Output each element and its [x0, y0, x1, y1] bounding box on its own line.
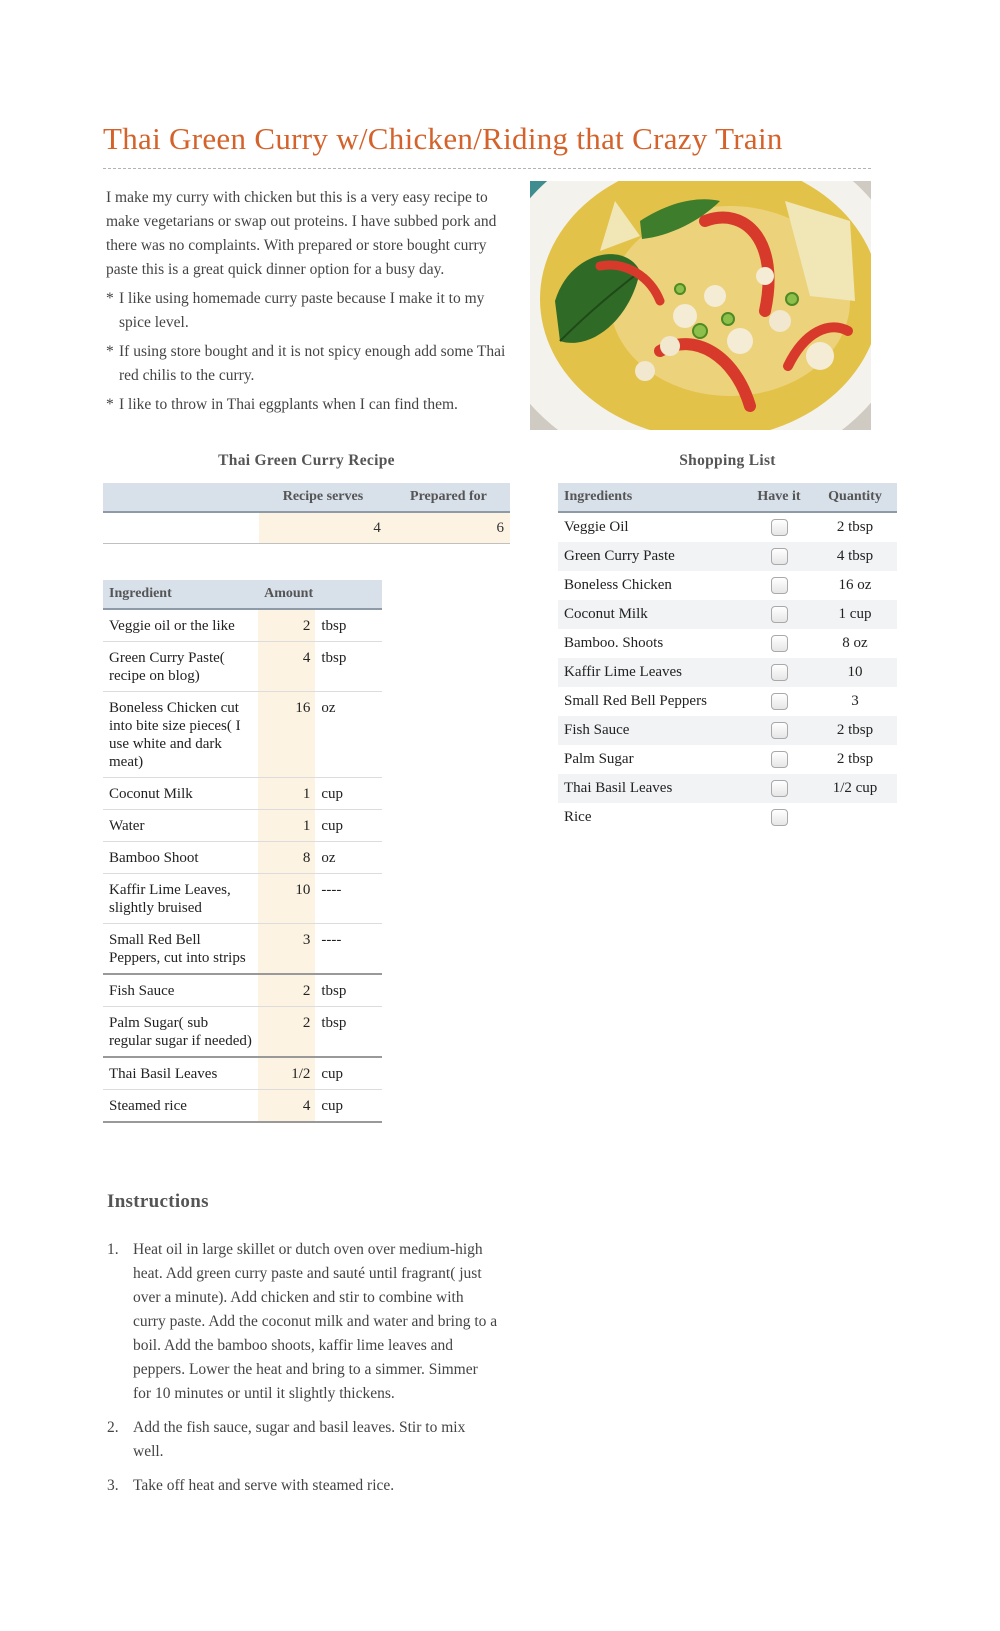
step-number: 3. [107, 1477, 119, 1494]
instruction-step [107, 1416, 499, 1464]
intro-bullet [106, 287, 514, 335]
ingredient-unit: tbsp [315, 974, 382, 1007]
table-row [103, 924, 382, 975]
shopping-item-qty: 2 tbsp [836, 519, 874, 535]
shopping-item-name: Rice [564, 809, 592, 825]
prepared-for-header: Prepared for [387, 483, 510, 512]
ingredient-name: Coconut Milk [103, 778, 258, 810]
shopping-item-qty: 16 oz [838, 577, 872, 593]
have-it-header: Have it [745, 483, 813, 512]
shopping-caption: Shopping List [679, 452, 776, 469]
shopping-table [558, 483, 897, 832]
ingredient-name: Kaffir Lime Leaves, slightly bruised [103, 874, 258, 924]
ingredient-name: Water [103, 810, 258, 842]
step-number: 2. [107, 1419, 119, 1436]
list-item [558, 774, 897, 803]
list-item [558, 687, 897, 716]
recipe-caption: Thai Green Curry Recipe [218, 452, 395, 469]
have-it-checkbox[interactable] [771, 664, 788, 681]
shopping-item-name: Coconut Milk [558, 600, 745, 629]
list-item [558, 658, 897, 687]
serves-table [103, 483, 510, 544]
ingredient-unit: tbsp [315, 642, 382, 692]
list-item [558, 571, 897, 600]
ingredient-unit: cup [315, 778, 382, 810]
shopping-item-qty: 1 cup [813, 600, 897, 629]
table-row [103, 842, 382, 874]
ingredient-amount[interactable]: 1 [258, 778, 315, 810]
ingredient-name: Steamed rice [103, 1090, 258, 1123]
shopping-item-name: Thai Basil Leaves [558, 774, 745, 803]
shopping-item-qty: 2 tbsp [836, 751, 874, 767]
instructions-heading: Instructions [107, 1191, 209, 1212]
shopping-item-qty: 3 [851, 693, 859, 709]
table-row [103, 778, 382, 810]
shopping-item-qty [813, 803, 897, 832]
shopping-ingredients-header: Ingredients [558, 483, 745, 512]
instructions-list [107, 1238, 499, 1508]
shopping-item-qty: 10 [813, 658, 897, 687]
ingredient-amount[interactable]: 2 [258, 1007, 315, 1058]
shopping-item-name: Small Red Bell Peppers [564, 693, 707, 709]
ingredient-name: Green Curry Paste( recipe on blog) [103, 642, 258, 692]
shopping-item-name: Boneless Chicken [564, 577, 672, 593]
shopping-item-qty: 2 tbsp [813, 716, 897, 745]
table-row [103, 609, 382, 642]
intro-paragraph: I make my curry with chicken but this is a very easy recipe to make vegetarians or swap out proteins. I have subbed pork and there was no complaints. With prepared or store bought curry paste this is a great quick dinner option for a busy day. [106, 189, 497, 278]
have-it-checkbox[interactable] [771, 722, 788, 739]
intro-bullet [106, 340, 514, 388]
bullet-text: I like to throw in Thai eggplants when I can find them. [119, 396, 458, 413]
have-it-checkbox[interactable] [771, 519, 788, 536]
list-item [558, 803, 897, 832]
bullet-text: I like using homemade curry paste because I make it to my spice level. [119, 290, 485, 331]
ingredient-unit: ---- [315, 924, 382, 975]
quantity-header: Quantity [813, 483, 897, 512]
bullet-text: If using store bought and it is not spicy enough add some Thai red chilis to the curry. [119, 343, 506, 384]
ingredient-amount[interactable]: 8 [258, 842, 315, 874]
ingredient-name: Fish Sauce [103, 974, 258, 1007]
ingredient-amount[interactable]: 2 [258, 974, 315, 1007]
bullet-mark: * [106, 290, 114, 307]
table-row [103, 1090, 382, 1123]
step-text: Take off heat and serve with steamed rice. [133, 1477, 395, 1494]
table-row [103, 692, 382, 778]
ingredient-amount[interactable]: 2 [258, 609, 315, 642]
list-item [558, 629, 897, 658]
ingredient-amount[interactable]: 10 [258, 874, 315, 924]
ingredient-name: Palm Sugar( sub regular sugar if needed) [103, 1007, 258, 1058]
ingredient-table [103, 580, 382, 1123]
ingredient-name: Boneless Chicken cut into bite size pieces( I use white and dark meat) [103, 692, 258, 778]
ingredient-unit: cup [315, 1090, 382, 1123]
prepared-for-value[interactable]: 6 [387, 512, 510, 544]
have-it-checkbox[interactable] [771, 548, 788, 565]
have-it-checkbox[interactable] [771, 751, 788, 768]
intro-bullet [106, 393, 514, 417]
serves-cell-blank [103, 512, 259, 544]
intro-section [106, 186, 514, 422]
ingredient-header: Ingredient [103, 580, 258, 609]
list-item [558, 716, 897, 745]
ingredient-amount[interactable]: 4 [258, 642, 315, 692]
have-it-checkbox[interactable] [771, 635, 788, 652]
shopping-item-name: Green Curry Paste [558, 542, 745, 571]
ingredient-unit: tbsp [315, 609, 382, 642]
table-row [103, 1057, 382, 1090]
instruction-step [107, 1474, 499, 1498]
shopping-item-qty: 8 oz [842, 635, 868, 651]
recipe-serves-value[interactable]: 4 [259, 512, 387, 544]
recipe-serves-header: Recipe serves [259, 483, 387, 512]
ingredient-unit: oz [315, 842, 382, 874]
ingredient-amount[interactable]: 4 [258, 1090, 315, 1123]
amount-header: Amount [258, 580, 382, 609]
ingredient-unit: cup [315, 810, 382, 842]
list-item [558, 542, 897, 571]
curry-photo-illustration [530, 181, 871, 430]
table-row [103, 1007, 382, 1058]
list-item [558, 512, 897, 542]
ingredient-name: Veggie oil or the like [103, 609, 258, 642]
have-it-checkbox[interactable] [771, 577, 788, 594]
bullet-mark: * [106, 396, 114, 413]
table-row [103, 974, 382, 1007]
list-item [558, 745, 897, 774]
shopping-item-name: Bamboo. Shoots [564, 635, 664, 651]
shopping-item-qty: 4 tbsp [813, 542, 897, 571]
table-row [103, 642, 382, 692]
step-text: Add the fish sauce, sugar and basil leaves. Stir to mix well. [133, 1419, 466, 1460]
have-it-checkbox[interactable] [771, 606, 788, 623]
shopping-item-qty: 1/2 cup [813, 774, 897, 803]
ingredient-name: Small Red Bell Peppers, cut into strips [103, 924, 258, 975]
shopping-item-name: Fish Sauce [558, 716, 745, 745]
ingredient-unit: ---- [315, 874, 382, 924]
shopping-item-name: Kaffir Lime Leaves [558, 658, 745, 687]
shopping-item-name: Veggie Oil [564, 519, 629, 535]
have-it-checkbox[interactable] [771, 809, 788, 826]
ingredient-amount[interactable]: 3 [258, 924, 315, 975]
ingredient-amount[interactable]: 1 [258, 810, 315, 842]
page-title: Thai Green Curry w/Chicken/Riding that Crazy Train [103, 120, 783, 156]
step-number: 1. [107, 1241, 119, 1258]
step-text: Heat oil in large skillet or dutch oven over medium-high heat. Add green curry paste and sauté until fragrant( just over a minute). Add chicken and stir to combine with curry paste. Add the coconut milk and water and bring to a boil. Add the bamboo shoots, kaffir lime leaves and peppers. Lower the heat and bring to a simmer. Simmer for 10 minutes or until it slightly thickens. [133, 1241, 498, 1402]
curry-photo [530, 181, 871, 430]
ingredient-name: Bamboo Shoot [103, 842, 258, 874]
ingredient-name: Thai Basil Leaves [103, 1057, 258, 1090]
ingredient-unit: cup [315, 1057, 382, 1090]
ingredient-amount[interactable]: 1/2 [258, 1057, 315, 1090]
table-row [103, 874, 382, 924]
serves-header-blank [103, 483, 259, 512]
bullet-mark: * [106, 343, 114, 360]
ingredient-amount[interactable]: 16 [258, 692, 315, 778]
title-divider [103, 168, 871, 169]
have-it-checkbox[interactable] [771, 780, 788, 797]
have-it-checkbox[interactable] [771, 693, 788, 710]
instruction-step [107, 1238, 499, 1406]
ingredient-unit: oz [315, 692, 382, 778]
ingredient-unit: tbsp [315, 1007, 382, 1058]
list-item [558, 600, 897, 629]
table-row [103, 810, 382, 842]
shopping-item-name: Palm Sugar [564, 751, 634, 767]
